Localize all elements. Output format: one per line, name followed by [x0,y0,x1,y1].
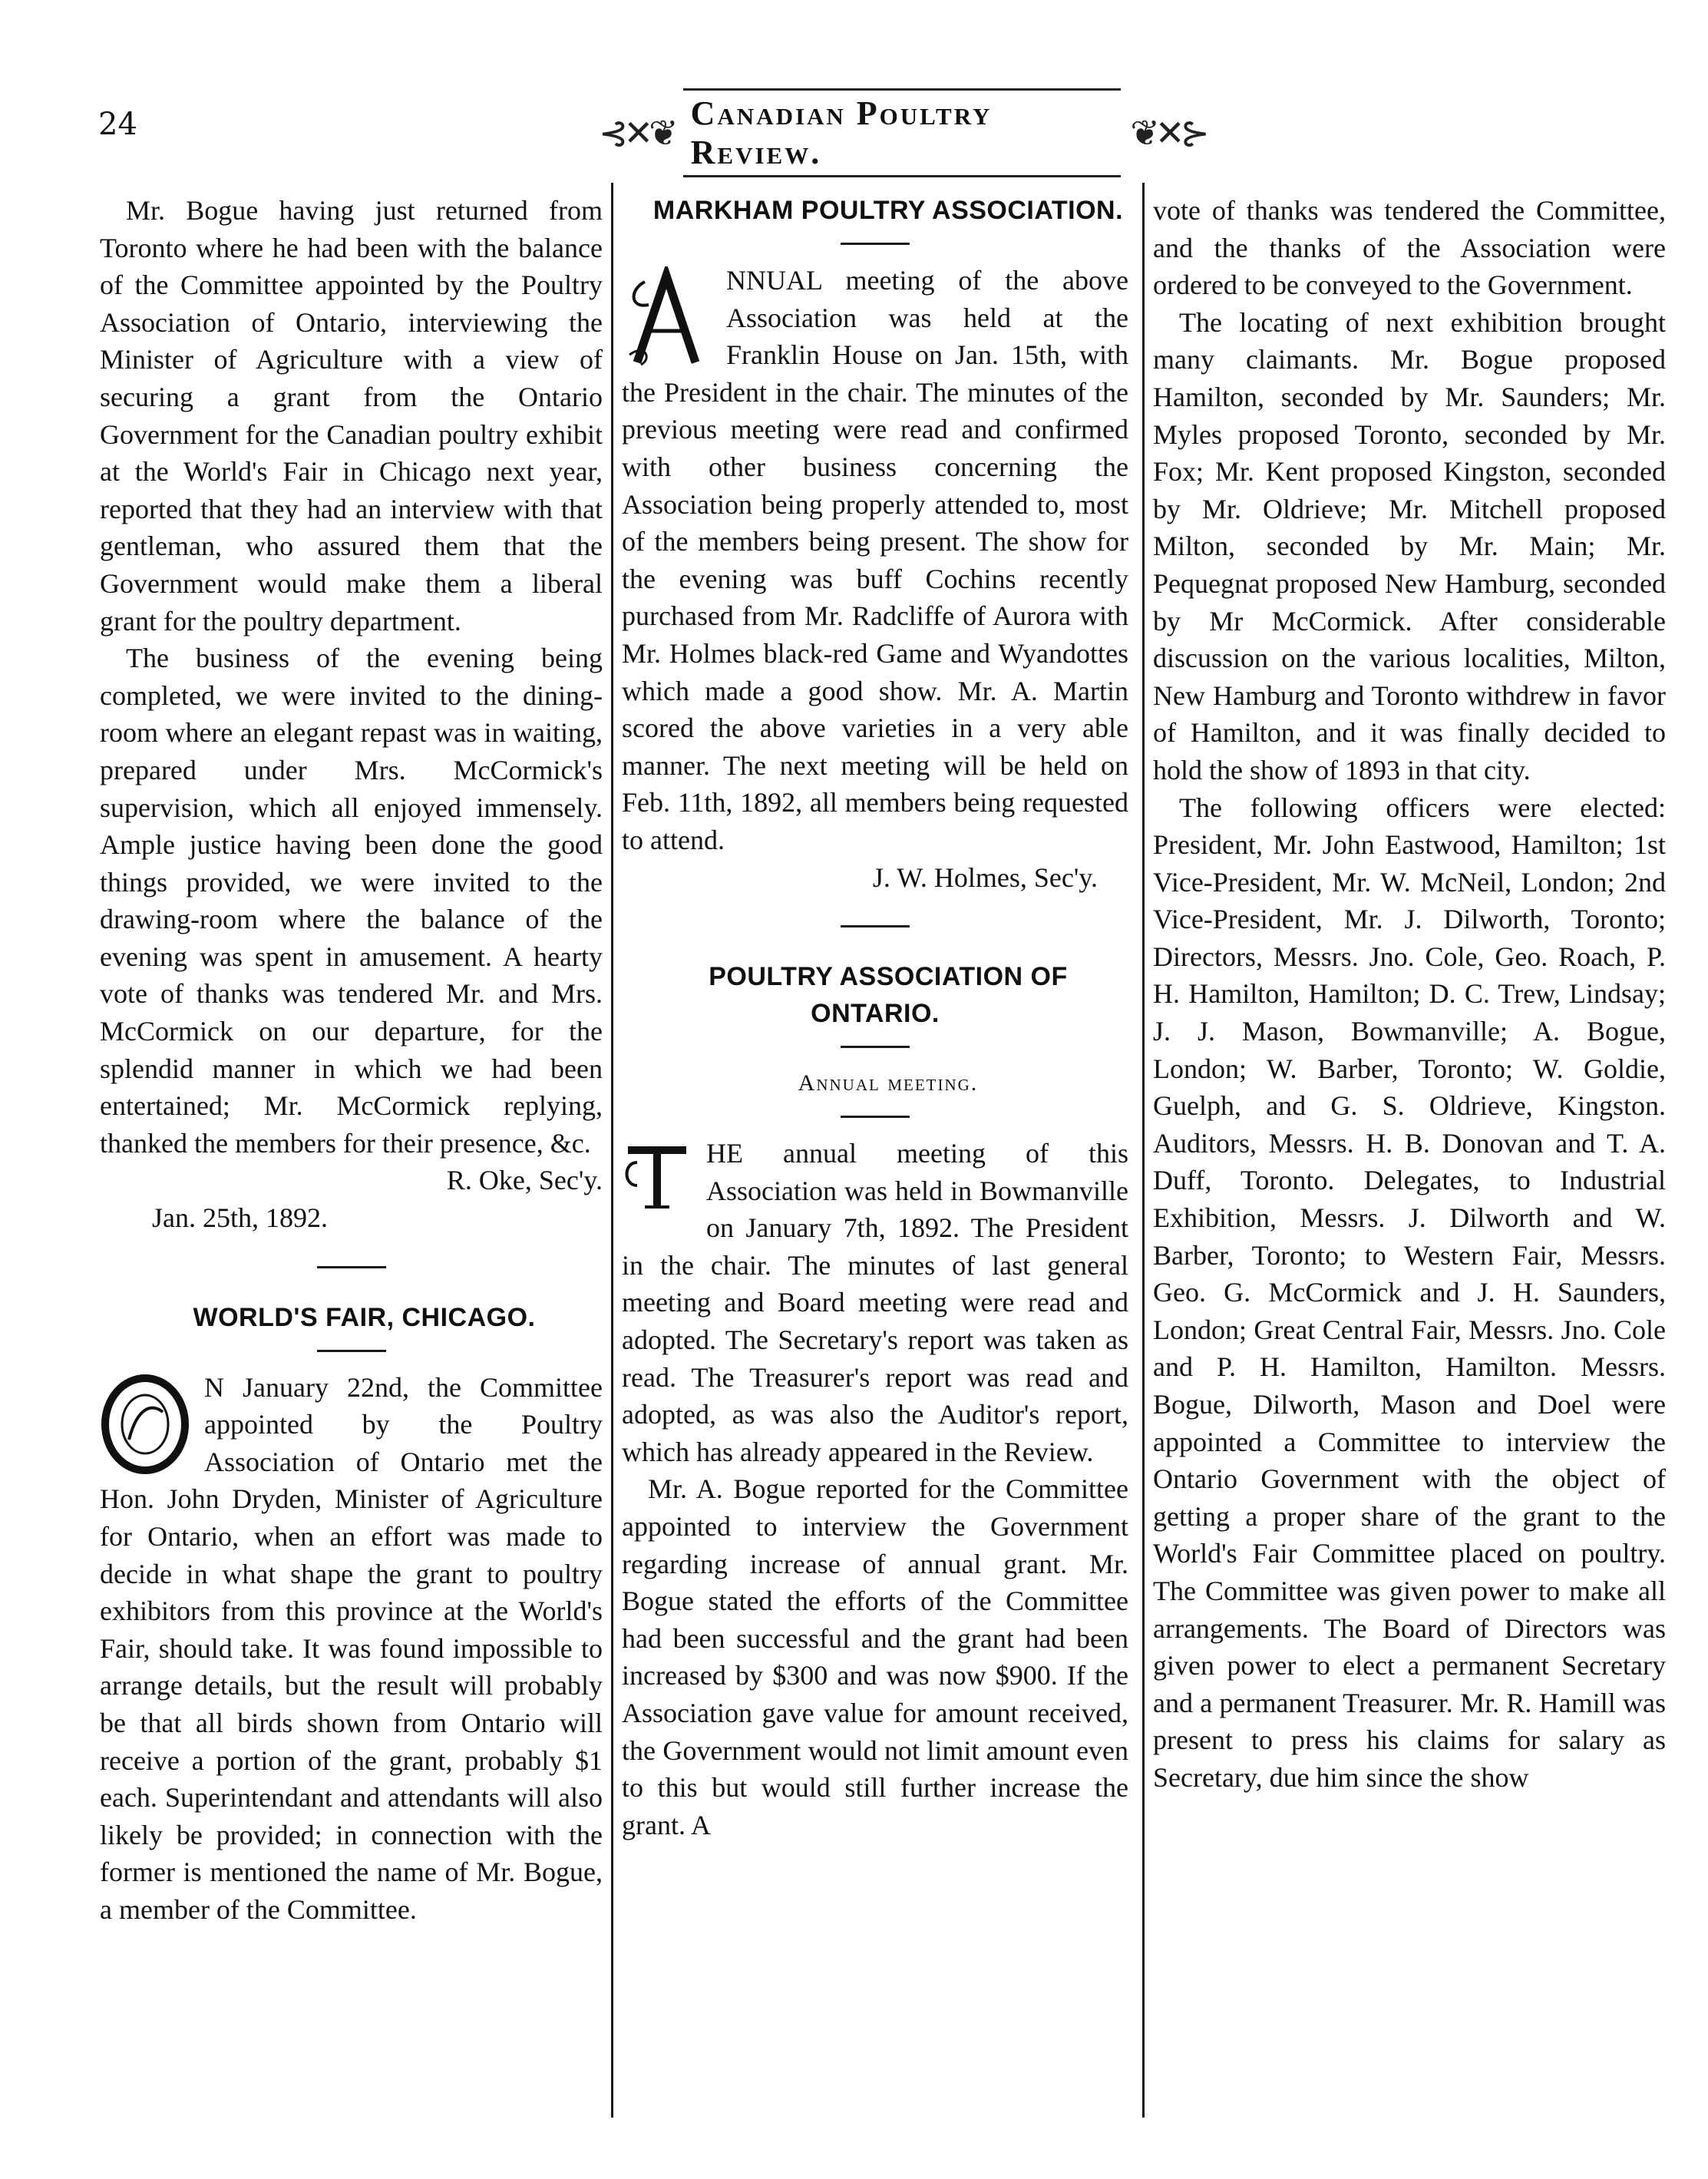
column-3 [1153,192,1666,1797]
section-heading-ontario: POULTRY ASSOCIATION OF ONTARIO. [709,962,1068,1029]
article-paragraph: The business of the evening being completed, we were invited to the dining-room where an elegant repast was in waiting, prepared under Mrs. McCormick's supervision, which all enjoyed immensely. Ample justice having been done the good things provided, we were invited to the drawing-room where the balance of the evening was spent in amusement. A hearty vote of thanks was tendered Mr. and Mrs. McCormick on our departure, for the splendid manner in which we had been entertained; Mr. McCormick replying, thanked the members for their presence, &c. [100,643,603,1159]
dropcap-letter [622,266,712,368]
section-rule [841,1046,910,1048]
article-paragraph [100,1369,603,1929]
article-paragraph: The locating of next exhibition brought many claimants. Mr. Bogue proposed Hamilton, seconded by Mr. Saunders; Mr. Myles proposed Toronto, seconded by Mr. Fox; Mr. Kent proposed Kingston, seconded by Mr. Oldrieve; Mr. Mitchell proposed Milton, seconded by Mr. Main; Mr. Pequegnat proposed New Hamburg, seconded by Mr McCormick. After considerable discussion on the various localities, Milton, New Hamburg and Toronto withdrew in favor of Hamilton, and it was finally decided to hold the show of 1893 in that city. [1153,306,1666,785]
dateline: Jan. 25th, 1892. [152,1202,328,1234]
signature: J. W. Holmes, Sec'y. [872,861,1098,893]
article-paragraph: The following officers were elected: President, Mr. John Eastwood, Hamilton; 1st Vice-President, Mr. W. McNeil, London; 2nd Vice-President, Mr. J. Dilworth, Toronto; Directors, Messrs. Jno. Cole, Geo. Roach, P. H. Hamilton, Hamilton; D. C. Trew, Lindsay; J. J. Mason, Bowmanville; A. Bogue, London; W. Barber, Toronto; W. Goldie, Guelph, and G. S. Oldrieve, Kingston. Auditors, Messrs. H. B. Donovan and T. A. Duff, Toronto. Delegates, to Industrial Exhibition, Messrs. J. Dilworth and W. Barber, Toronto; to Western Fair, Messrs. Geo. G. McCormick and J. H. Saunders, London; Great Central Fair, Messrs. Jno. Cole and P. H. Hamilton, Hamilton. Messrs. Bogue, Dilworth, Mason and Doel were appointed a Committee to interview the Ontario Government with the object of getting a proper share of the grant to the World's Fair Committee placed on poultry. The Committee was given power to make all arrangements. The Board of Directors was given power to elect a permanent Secretary and a permanent Treasurer. Mr. R. Hamill was present to press his claims for salary as Secretary, due him since the show [1153,792,1666,1793]
column-2 [622,192,1128,1843]
dropcap-letter [100,1374,190,1475]
dropcap-letter [622,1139,692,1213]
article-text: HE annual meeting of this Association was held in Bowmanville on January 7th, 1892. The President in the chair. The minutes of last general meeting and Board meeting were read and adopted. The Secretary's report was taken as read. The Treasurer's report was read and adopted, as was also the Auditor's report, which has already appeared in the Review. [622,1138,1128,1467]
ornate-dropcap [622,266,712,368]
subheading-annual-meeting: Annual meeting. [798,1070,979,1096]
section-heading-worlds-fair: WORLD'S FAIR, CHICAGO. [193,1302,536,1332]
page-number: 24 [98,107,137,142]
section-heading-markham: MARKHAM POULTRY ASSOCIATION. [652,196,1124,225]
ornate-dropcap [100,1374,190,1475]
section-rule [317,1266,386,1268]
article-paragraph: Mr. Bogue having just returned from Toronto where he had been with the balance of the Committee appointed by the Poultry Association of Ontario, interviewing the Minister of Agriculture with a view of securing a grant from the Ontario Government for the Canadian poultry exhibit at the World's Fair in Chicago next year, reported that they had an interview with that gentleman, who assured them that the Government would make them a liberal grant for the poultry department. [100,195,603,637]
masthead-ornament-right-icon: ❦✕⊱ [1130,112,1205,154]
article-paragraph: vote of thanks was tendered the Committee, and the thanks of the Association were ordered to be conveyed to the Government. [1153,195,1666,301]
column-1 [100,192,603,1929]
section-rule [841,1116,910,1118]
article-paragraph: Mr. A. Bogue reported for the Committee appointed to interview the Government regarding increase of annual grant. Mr. Bogue stated the efforts of the Committee had been successful and the grant had been increased by $300 and was now $900. If the Association gave value for amount received, the Government would not limit amount even to this but would still further increase the grant. A [622,1473,1128,1840]
ornate-dropcap [622,1139,692,1213]
section-rule [841,925,910,927]
article-paragraph [622,1135,1128,1470]
article-text: NNUAL meeting of the above Association was held at the Franklin House on Jan. 15th, with the President in the chair. The minutes of the previous meeting were read and confirmed with other business concerning the Association being properly attended to, most of the members being present. The show for the evening was buff Cochins recently purchased from Mr. Radcliffe of Aurora with Mr. Holmes black-red Game and Wyandottes which made a good show. Mr. A. Martin scored the above varieties in a very able manner. The next meeting will be held on Feb. 11th, 1892, all members being requested to attend. [622,265,1128,855]
column-divider [611,183,613,2118]
section-rule [841,243,910,245]
masthead-title: Canadian Poultry Review. [683,88,1122,177]
masthead [599,94,1205,171]
article-paragraph [622,262,1128,859]
masthead-ornament-left-icon: ⊰✕❦ [599,112,674,154]
article-text: N January 22nd, the Committee appointed by the Poultry Association of Ontario met the Hon. John Dryden, Minister of Agriculture for Ontario, when an effort was made to decide in what shape the grant to poultry exhibitors from this province at the World's Fair, should take. It was found impossible to arrange details, but the result will probably be that all birds shown from Ontario will receive a portion of the grant, probably $1 each. Superintendant and attendants will also likely be provided; in connection with the former is mentioned the name of Mr. Bogue, a member of the Committee. [100,1371,603,1925]
section-rule [317,1350,386,1352]
signature: R. Oke, Sec'y. [446,1165,603,1196]
column-divider [1142,183,1145,2118]
